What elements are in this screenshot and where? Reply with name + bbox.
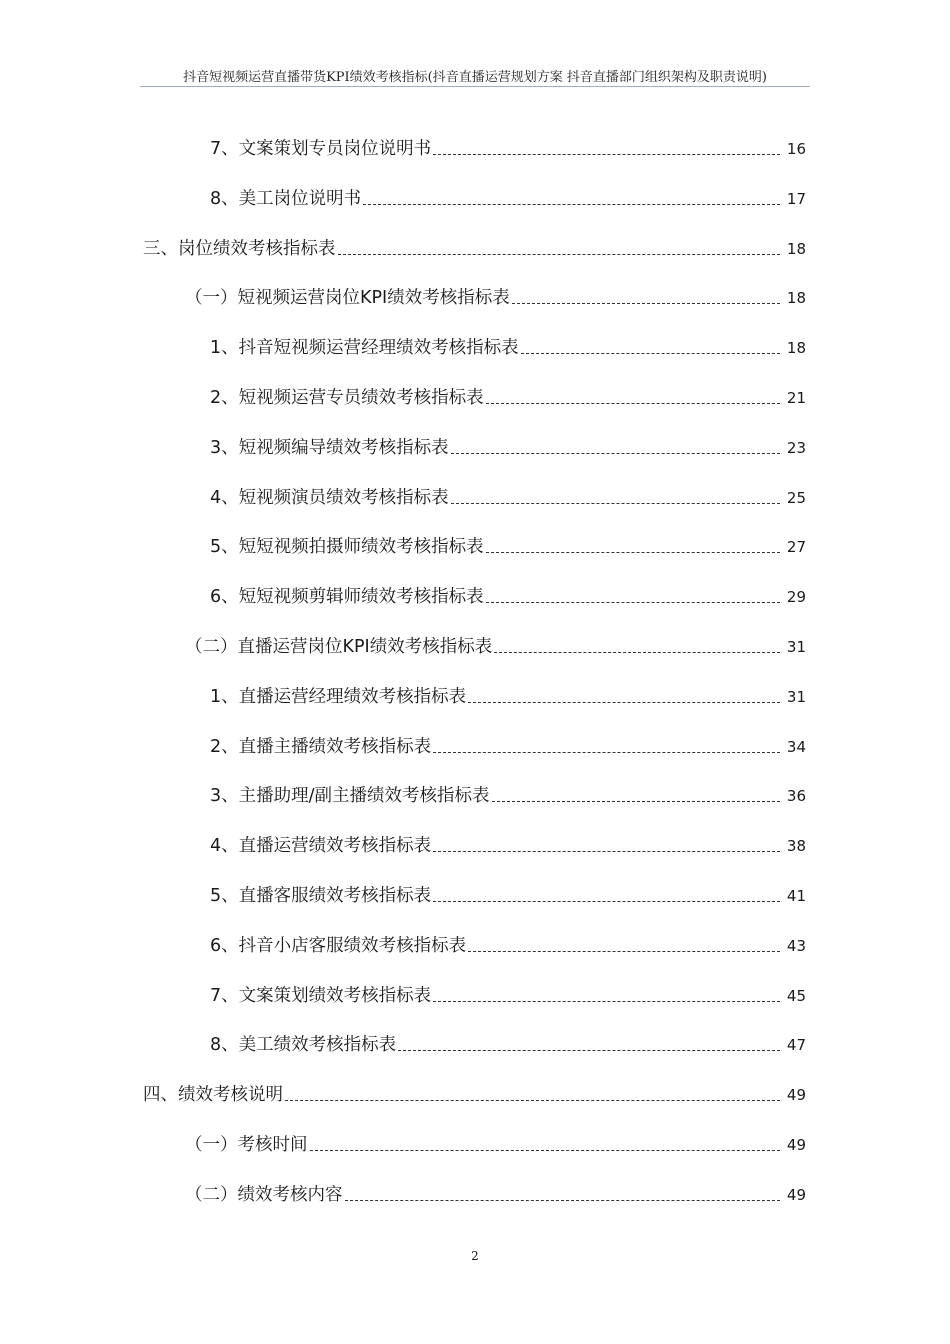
toc-dot-leader bbox=[451, 503, 780, 504]
toc-entry-title: 6、抖音小店客服绩效考核指标表 bbox=[210, 936, 467, 956]
header-divider bbox=[140, 86, 810, 87]
toc-dot-leader bbox=[468, 951, 780, 952]
toc-entry[interactable] bbox=[210, 136, 806, 162]
toc-entry[interactable] bbox=[210, 983, 806, 1009]
toc-entry[interactable] bbox=[185, 285, 806, 311]
toc-entry[interactable] bbox=[210, 734, 806, 760]
toc-entry-title: 3、短视频编导绩效考核指标表 bbox=[210, 438, 449, 458]
toc-entry-page: 23 bbox=[786, 439, 806, 457]
toc-entry[interactable] bbox=[185, 1132, 806, 1158]
toc-entry-page: 36 bbox=[786, 787, 806, 805]
toc-entry-title: 2、短视频运营专员绩效考核指标表 bbox=[210, 388, 484, 408]
toc-entry-title: （二）直播运营岗位KPI绩效考核指标表 bbox=[185, 637, 493, 657]
toc-entry-page: 27 bbox=[786, 538, 806, 556]
toc-entry-page: 49 bbox=[786, 1136, 806, 1154]
toc-entry[interactable] bbox=[210, 485, 806, 511]
toc-entry[interactable] bbox=[210, 385, 806, 411]
toc-entry-page: 29 bbox=[786, 588, 806, 606]
toc-entry-title: 3、主播助理/副主播绩效考核指标表 bbox=[210, 786, 490, 806]
toc-entry-page: 18 bbox=[786, 339, 806, 357]
toc-entry[interactable] bbox=[210, 783, 806, 809]
toc-entry-page: 16 bbox=[786, 140, 806, 158]
running-header: 抖音短视频运营直播带货KPI绩效考核指标(抖音直播运营规划方案 抖音直播部门组织架构及职责说明) bbox=[183, 70, 767, 85]
toc-entry-page: 41 bbox=[786, 887, 806, 905]
toc-entry-title: （一）短视频运营岗位KPI绩效考核指标表 bbox=[185, 288, 510, 308]
toc-entry[interactable] bbox=[210, 584, 806, 610]
toc-entry-page: 31 bbox=[786, 638, 806, 656]
toc-dot-leader bbox=[285, 1100, 780, 1101]
toc-entry-page: 21 bbox=[786, 389, 806, 407]
toc-entry-page: 34 bbox=[786, 738, 806, 756]
toc-entry[interactable] bbox=[185, 634, 806, 660]
toc-entry-title: 1、抖音短视频运营经理绩效考核指标表 bbox=[210, 338, 519, 358]
toc-dot-leader bbox=[433, 752, 780, 753]
toc-entry-title: 四、绩效考核说明 bbox=[143, 1085, 283, 1105]
toc-entry[interactable] bbox=[210, 933, 806, 959]
toc-dot-leader bbox=[398, 1050, 780, 1051]
toc-entry[interactable] bbox=[143, 236, 806, 262]
toc-entry-page: 18 bbox=[786, 240, 806, 258]
toc-dot-leader bbox=[338, 254, 781, 255]
toc-entry-title: 5、直播客服绩效考核指标表 bbox=[210, 886, 432, 906]
toc-entry-page: 49 bbox=[786, 1186, 806, 1204]
toc-entry-page: 49 bbox=[786, 1086, 806, 1104]
toc-entry[interactable] bbox=[210, 1032, 806, 1058]
toc-dot-leader bbox=[521, 353, 780, 354]
toc-entry[interactable] bbox=[210, 534, 806, 560]
toc-entry-title: 4、短视频演员绩效考核指标表 bbox=[210, 488, 449, 508]
toc-dot-leader bbox=[486, 403, 780, 404]
toc-entry[interactable] bbox=[143, 1082, 806, 1108]
toc-entry-page: 38 bbox=[786, 837, 806, 855]
toc-dot-leader bbox=[345, 1200, 781, 1201]
toc-entry-title: 8、美工岗位说明书 bbox=[210, 189, 362, 209]
toc-dot-leader bbox=[310, 1150, 781, 1151]
toc-dot-leader bbox=[468, 702, 780, 703]
toc-dot-leader bbox=[433, 851, 780, 852]
toc-entry-page: 43 bbox=[786, 937, 806, 955]
toc-entry-title: 2、直播主播绩效考核指标表 bbox=[210, 737, 432, 757]
page-number: 2 bbox=[471, 1249, 479, 1263]
toc-dot-leader bbox=[363, 204, 780, 205]
toc-dot-leader bbox=[433, 154, 780, 155]
toc-entry-title: 1、直播运营经理绩效考核指标表 bbox=[210, 687, 467, 707]
toc-entry[interactable] bbox=[210, 186, 806, 212]
toc-entry-page: 47 bbox=[786, 1036, 806, 1054]
toc-entry-title: 4、直播运营绩效考核指标表 bbox=[210, 836, 432, 856]
toc-dot-leader bbox=[433, 901, 780, 902]
toc-entry-page: 17 bbox=[786, 190, 806, 208]
toc-entry-title: 7、文案策划绩效考核指标表 bbox=[210, 986, 432, 1006]
toc-entry[interactable] bbox=[185, 1182, 806, 1208]
toc-entry-title: （一）考核时间 bbox=[185, 1135, 308, 1155]
toc-dot-leader bbox=[451, 453, 780, 454]
toc-entry-title: （二）绩效考核内容 bbox=[185, 1185, 343, 1205]
toc-entry-page: 25 bbox=[786, 489, 806, 507]
toc-dot-leader bbox=[512, 303, 780, 304]
toc-dot-leader bbox=[486, 552, 780, 553]
toc-entry-title: 7、文案策划专员岗位说明书 bbox=[210, 139, 432, 159]
toc-dot-leader bbox=[486, 602, 780, 603]
toc-entry[interactable] bbox=[210, 435, 806, 461]
toc-dot-leader bbox=[492, 801, 780, 802]
toc-entry-page: 31 bbox=[786, 688, 806, 706]
toc-entry-title: 6、短短视频剪辑师绩效考核指标表 bbox=[210, 587, 484, 607]
toc-entry-page: 18 bbox=[786, 289, 806, 307]
toc-entry[interactable] bbox=[210, 833, 806, 859]
toc-dot-leader bbox=[494, 652, 780, 653]
toc-entry[interactable] bbox=[210, 684, 806, 710]
toc-entry[interactable] bbox=[210, 335, 806, 361]
toc-entry-title: 三、岗位绩效考核指标表 bbox=[143, 239, 336, 259]
toc-entry[interactable] bbox=[210, 883, 806, 909]
toc-entry-title: 8、美工绩效考核指标表 bbox=[210, 1035, 397, 1055]
toc-dot-leader bbox=[433, 1001, 780, 1002]
toc-entry-title: 5、短短视频拍摄师绩效考核指标表 bbox=[210, 537, 484, 557]
toc-entry-page: 45 bbox=[786, 987, 806, 1005]
